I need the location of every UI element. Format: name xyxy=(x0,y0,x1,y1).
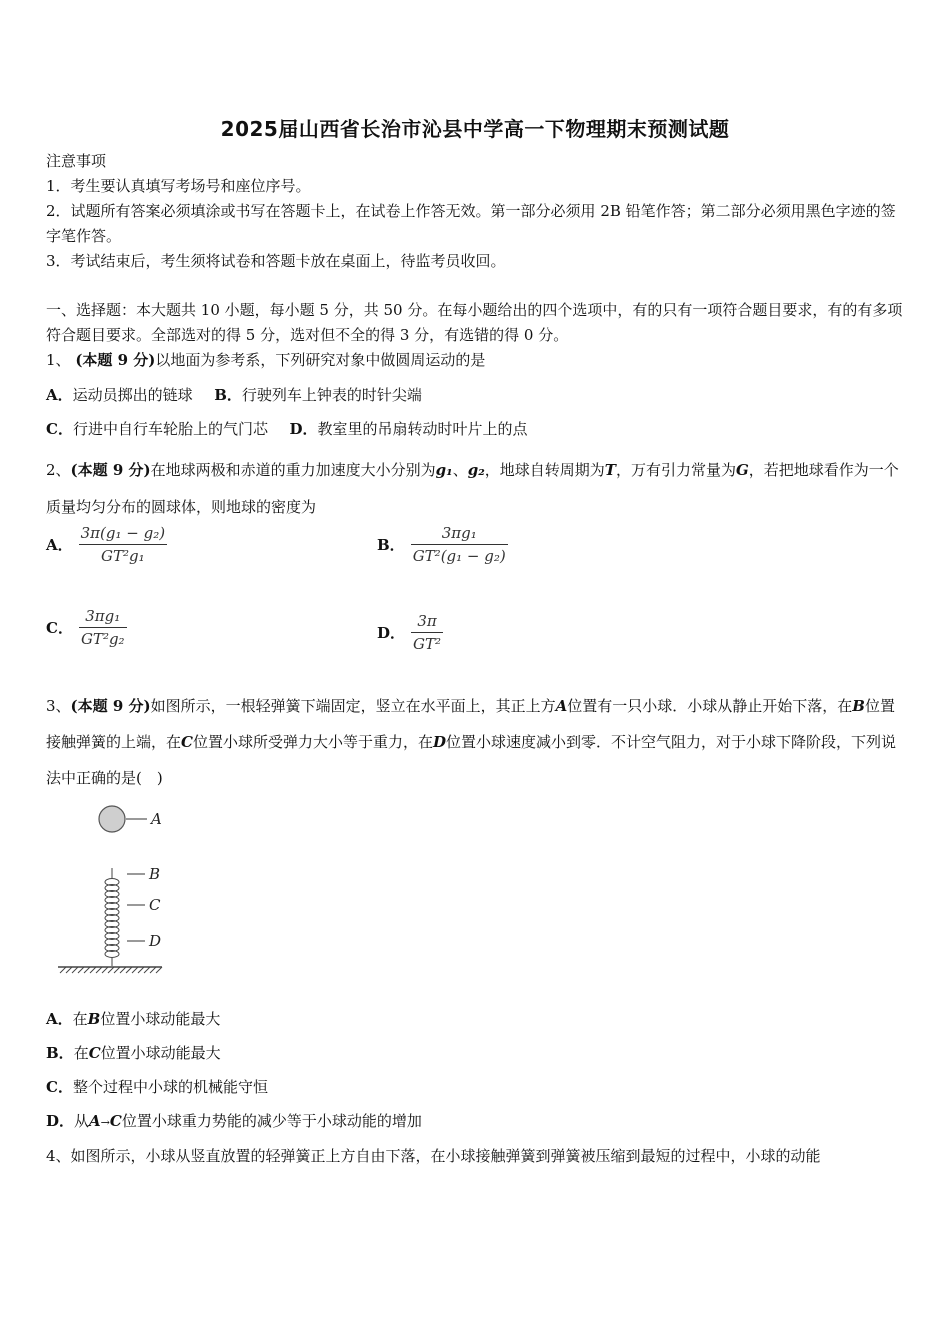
q3-stem xyxy=(46,688,908,796)
q1-option-b-label: B． xyxy=(214,386,242,404)
q2-option-c-formula xyxy=(79,607,127,648)
q1-option-b: 行驶列车上钟表的时针尖端 xyxy=(241,386,422,404)
q2-option-a-label: A． xyxy=(46,536,73,554)
q3-option-a xyxy=(46,1009,220,1029)
q2-text-a: 在地球两极和赤道的重力加速度大小分别为 xyxy=(150,461,436,479)
q2-option-b xyxy=(377,524,508,565)
q3-option-b-label: B． xyxy=(46,1044,74,1062)
q3-option-d xyxy=(46,1111,422,1133)
figure-label-b: B xyxy=(149,865,161,883)
q3-var-B: B xyxy=(852,697,865,715)
q3-option-d-var-a: A xyxy=(89,1112,101,1130)
spring-ball-figure xyxy=(56,800,186,980)
q2-option-b-formula xyxy=(411,524,508,565)
q3-tag: (本题 9 分) xyxy=(70,697,151,715)
q2-option-c-denominator: GT²g₂ xyxy=(80,630,125,648)
q3-option-b xyxy=(46,1043,221,1063)
ball-shape xyxy=(99,806,125,832)
q2-option-c xyxy=(46,607,127,648)
q1-option-a-label: A． xyxy=(46,386,73,404)
q3-option-b-text-1: 在 xyxy=(73,1044,89,1062)
q2-option-c-label: C． xyxy=(46,619,73,637)
q2-text-b: ，地球自转周期为 xyxy=(484,461,605,479)
notice-item-3: 3．考试结束后，考生须将试卷和答题卡放在桌面上，待监考员收回。 xyxy=(46,252,506,270)
q2-text-c: ，万有引力常量为 xyxy=(615,461,736,479)
q3-option-d-label: D． xyxy=(46,1112,75,1130)
q1-option-c: 行进中自行车轮胎上的气门芯 xyxy=(72,420,268,438)
spring-coil xyxy=(105,868,119,966)
figure-label-d: D xyxy=(149,932,162,950)
q3-text-5: 位置小球速度减小到零．不计空气阻力，对于小球下降阶段，下列说法中正确的是( ) xyxy=(46,733,897,787)
q3-option-c-text: 整个过程中小球的机械能守恒 xyxy=(72,1078,268,1096)
q2-option-a-formula xyxy=(79,524,167,565)
q1-tag: (本题 9 分) xyxy=(75,351,156,369)
q2-var-T: T xyxy=(604,461,616,479)
q3-var-D: D xyxy=(432,733,446,751)
q1-option-c-label: C． xyxy=(46,420,73,438)
q3-option-d-text-1: 从 xyxy=(74,1112,90,1130)
page-title: 2025届山西省长治市沁县中学高一下物理期末预测试题 xyxy=(220,117,730,141)
q2-option-b-label: B． xyxy=(377,536,405,554)
q2-option-a-numerator: 3π(g₁ − g₂) xyxy=(79,524,167,545)
notice-item-2: 2．试题所有答案必须填涂或书写在答题卡上，在试卷上作答无效。第一部分必须用 2B 铅笔作答；第二部分必须用黑色字迹的签字笔作答。 xyxy=(46,202,896,245)
q3-text-1: 如图所示，一根轻弹簧下端固定，竖立在水平面上，其正上方 xyxy=(150,697,556,715)
q1-option-a: 运动员掷出的链球 xyxy=(72,386,193,404)
q3-option-d-text-2: 位置小球重力势能的减少等于小球动能的增加 xyxy=(121,1112,422,1130)
q2-option-b-numerator: 3πg₁ xyxy=(411,524,508,545)
q1-options-row-2 xyxy=(46,419,528,439)
q3-option-a-var: B xyxy=(87,1010,101,1028)
figure-label-a: A xyxy=(151,810,162,828)
q4-stem: 4、如图所示，小球从竖直放置的轻弹簧正上方自由下落，在小球接触弹簧到弹簧被压缩到最短的过程中，小球的动能 xyxy=(46,1147,821,1165)
q2-option-d-label: D． xyxy=(377,624,406,642)
q2-option-a xyxy=(46,524,167,565)
q2-var-G: G xyxy=(735,461,749,479)
q2-number: 2、 xyxy=(46,461,71,479)
q2-option-b-denominator: GT²(g₁ − g₂) xyxy=(412,547,506,565)
q3-option-c xyxy=(46,1077,268,1097)
q2-option-d-formula xyxy=(411,612,443,653)
q3-option-b-text-2: 位置小球动能最大 xyxy=(100,1044,221,1062)
q3-option-c-label: C． xyxy=(46,1078,73,1096)
q3-text-2: 位置有一只小球．小球从静止开始下落，在 xyxy=(567,697,853,715)
q3-option-a-text-2: 位置小球动能最大 xyxy=(100,1010,221,1028)
q3-option-d-arrow: → xyxy=(100,1116,110,1129)
q2-text-d: ，若把地球看作为一个质量均匀分布的圆球体，则地球的密度为 xyxy=(46,461,899,516)
ground-hatch xyxy=(58,967,162,973)
figure-label-c: C xyxy=(149,896,161,914)
q3-var-A: A xyxy=(555,697,568,715)
q1-number: 1、 xyxy=(46,351,71,369)
q2-var-g1: g₁ xyxy=(435,461,453,479)
q1-options-row-1 xyxy=(46,385,422,405)
section-intro: 一、选择题：本大题共 10 小题，每小题 5 分，共 50 分。在每小题给出的四个选项中，有的只有一项符合题目要求，有的有多项符合题目要求。全部选对的得 5 分，选对但不全的得 3 分，有选错的得 0 分。 xyxy=(46,301,903,344)
q3-text-4: 位置小球所受弹力大小等于重力，在 xyxy=(192,733,433,751)
q3-number: 3、 xyxy=(46,697,71,715)
q2-var-g2: g₂ xyxy=(467,461,485,479)
q2-option-c-numerator: 3πg₁ xyxy=(79,607,127,628)
q3-option-a-label: A． xyxy=(46,1010,73,1028)
q3-text-3: 位置接触弹簧的上端，在 xyxy=(46,697,895,751)
q1-stem xyxy=(46,350,485,370)
q3-option-d-var-c: C xyxy=(109,1112,122,1130)
q3-var-C: C xyxy=(181,733,193,751)
q2-stem xyxy=(46,452,908,526)
q1-option-d: 教室里的吊扇转动时叶片上的点 xyxy=(317,420,528,438)
q3-option-a-text-1: 在 xyxy=(72,1010,88,1028)
notice-item-1: 1．考生要认真填写考场号和座位序号。 xyxy=(46,177,311,195)
q2-option-a-denominator: GT²g₁ xyxy=(101,547,145,565)
q2-option-d-denominator: GT² xyxy=(413,635,442,653)
notice-heading: 注意事项 xyxy=(46,152,107,170)
q2-option-d xyxy=(377,612,443,653)
q3-option-b-var: C xyxy=(88,1044,101,1062)
q1-text: 以地面为参考系，下列研究对象中做圆周运动的是 xyxy=(155,351,486,369)
q1-option-d-label: D． xyxy=(289,420,318,438)
q2-tag: (本题 9 分) xyxy=(70,461,151,479)
q2-option-d-numerator: 3π xyxy=(411,612,443,633)
q2-sep: 、 xyxy=(452,461,468,479)
